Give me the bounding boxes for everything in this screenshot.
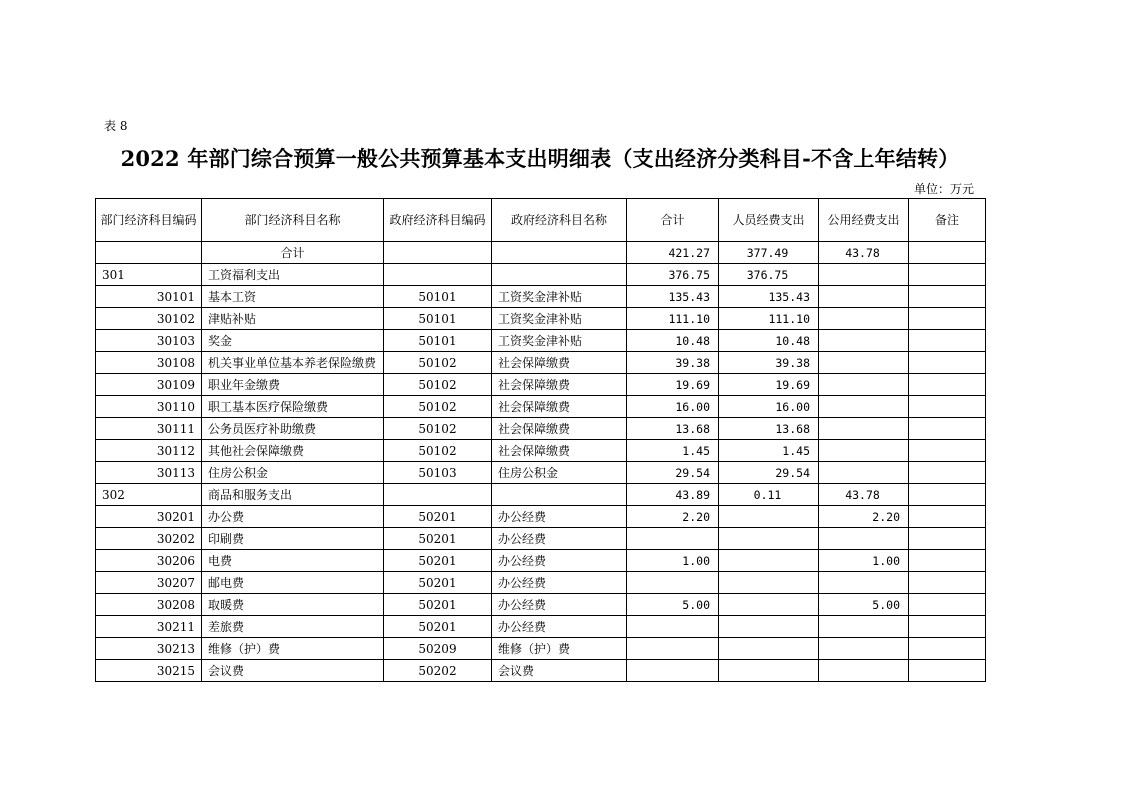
gov-name-cell: 办公经费 — [492, 550, 627, 572]
public-cell — [819, 440, 909, 462]
dept-code-cell: 301 — [96, 264, 202, 286]
unit-label: 单位：万元 — [914, 182, 975, 196]
header-gov-name: 政府经济科目名称 — [492, 199, 627, 242]
dept-code-cell: 30201 — [96, 506, 202, 528]
total-cell: 19.69 — [627, 374, 719, 396]
personnel-cell: 39.38 — [719, 352, 819, 374]
personnel-cell — [719, 550, 819, 572]
public-cell: 43.78 — [819, 484, 909, 506]
gov-code-cell: 50102 — [384, 396, 492, 418]
personnel-cell: 16.00 — [719, 396, 819, 418]
gov-name-cell: 办公经费 — [492, 528, 627, 550]
public-cell — [819, 528, 909, 550]
gov-code-cell: 50101 — [384, 286, 492, 308]
dept-code-cell: 30102 — [96, 308, 202, 330]
personnel-cell: 135.43 — [719, 286, 819, 308]
dept-code-cell: 30207 — [96, 572, 202, 594]
remark-cell — [909, 308, 986, 330]
dept-name-cell: 公务员医疗补助缴费 — [202, 418, 384, 440]
remark-cell — [909, 352, 986, 374]
total-row-personnel: 377.49 — [719, 242, 819, 264]
personnel-cell: 10.48 — [719, 330, 819, 352]
header-dept-code: 部门经济科目编码 — [96, 199, 202, 242]
gov-code-cell: 50201 — [384, 550, 492, 572]
gov-code-cell: 50201 — [384, 528, 492, 550]
remark-cell — [909, 462, 986, 484]
total-cell: 43.89 — [627, 484, 719, 506]
table-row — [96, 660, 986, 682]
personnel-cell — [719, 528, 819, 550]
gov-name-cell: 社会保障缴费 — [492, 352, 627, 374]
gov-name-cell — [492, 484, 627, 506]
total-cell — [627, 660, 719, 682]
table-number-label: 表 8 — [104, 119, 128, 133]
remark-cell — [909, 660, 986, 682]
public-cell — [819, 638, 909, 660]
table-row — [96, 616, 986, 638]
gov-code-cell: 50101 — [384, 308, 492, 330]
total-cell: 376.75 — [627, 264, 719, 286]
table-row — [96, 308, 986, 330]
total-cell: 111.10 — [627, 308, 719, 330]
table-row — [96, 440, 986, 462]
table-group-row — [96, 484, 986, 506]
total-cell — [627, 528, 719, 550]
remark-cell — [909, 638, 986, 660]
dept-name-cell: 商品和服务支出 — [202, 484, 384, 506]
total-cell: 2.20 — [627, 506, 719, 528]
dept-code-cell: 30202 — [96, 528, 202, 550]
total-row-public: 43.78 — [819, 242, 909, 264]
public-cell: 2.20 — [819, 506, 909, 528]
personnel-cell — [719, 572, 819, 594]
total-row-label: 合计 — [202, 242, 384, 264]
personnel-cell: 376.75 — [719, 264, 819, 286]
remark-cell — [909, 572, 986, 594]
table-row — [96, 352, 986, 374]
dept-code-cell: 30108 — [96, 352, 202, 374]
total-cell: 1.45 — [627, 440, 719, 462]
total-cell — [627, 572, 719, 594]
public-cell: 1.00 — [819, 550, 909, 572]
table-row — [96, 572, 986, 594]
gov-code-cell: 50209 — [384, 638, 492, 660]
remark-cell — [909, 528, 986, 550]
personnel-cell: 29.54 — [719, 462, 819, 484]
dept-code-cell: 30113 — [96, 462, 202, 484]
table-row — [96, 638, 986, 660]
gov-name-cell: 工资奖金津补贴 — [492, 330, 627, 352]
total-row-code — [96, 242, 202, 264]
remark-cell — [909, 418, 986, 440]
dept-name-cell: 职工基本医疗保险缴费 — [202, 396, 384, 418]
table-row — [96, 374, 986, 396]
table-row — [96, 418, 986, 440]
table-header-row — [96, 199, 986, 242]
gov-code-cell: 50201 — [384, 594, 492, 616]
dept-code-cell: 302 — [96, 484, 202, 506]
remark-cell — [909, 506, 986, 528]
dept-name-cell: 维修（护）费 — [202, 638, 384, 660]
table-row — [96, 330, 986, 352]
public-cell — [819, 308, 909, 330]
dept-name-cell: 办公费 — [202, 506, 384, 528]
table-row — [96, 396, 986, 418]
header-total: 合计 — [627, 199, 719, 242]
remark-cell — [909, 374, 986, 396]
dept-code-cell: 30211 — [96, 616, 202, 638]
gov-code-cell: 50202 — [384, 660, 492, 682]
document-title: 2022 年部门综合预算一般公共预算基本支出明细表（支出经济分类科目-不含上年结转） — [120, 146, 960, 171]
gov-code-cell — [384, 264, 492, 286]
public-cell — [819, 374, 909, 396]
personnel-cell: 1.45 — [719, 440, 819, 462]
public-cell — [819, 286, 909, 308]
dept-name-cell: 工资福利支出 — [202, 264, 384, 286]
total-row-remark — [909, 242, 986, 264]
gov-code-cell — [384, 484, 492, 506]
gov-name-cell: 社会保障缴费 — [492, 440, 627, 462]
total-cell: 16.00 — [627, 396, 719, 418]
total-row-total: 421.27 — [627, 242, 719, 264]
dept-code-cell: 30111 — [96, 418, 202, 440]
gov-name-cell: 工资奖金津补贴 — [492, 308, 627, 330]
public-cell: 5.00 — [819, 594, 909, 616]
gov-code-cell: 50201 — [384, 616, 492, 638]
gov-name-cell: 办公经费 — [492, 616, 627, 638]
gov-name-cell: 办公经费 — [492, 572, 627, 594]
public-cell — [819, 418, 909, 440]
remark-cell — [909, 264, 986, 286]
gov-name-cell: 维修（护）费 — [492, 638, 627, 660]
dept-name-cell: 津贴补贴 — [202, 308, 384, 330]
dept-code-cell: 30213 — [96, 638, 202, 660]
total-cell: 1.00 — [627, 550, 719, 572]
public-cell — [819, 616, 909, 638]
public-cell — [819, 264, 909, 286]
personnel-cell — [719, 638, 819, 660]
personnel-cell: 13.68 — [719, 418, 819, 440]
total-row-gov-name — [492, 242, 627, 264]
table-row — [96, 594, 986, 616]
gov-name-cell: 会议费 — [492, 660, 627, 682]
table-row — [96, 286, 986, 308]
gov-code-cell: 50201 — [384, 572, 492, 594]
dept-code-cell: 30109 — [96, 374, 202, 396]
public-cell — [819, 330, 909, 352]
public-cell — [819, 352, 909, 374]
gov-name-cell: 办公经费 — [492, 506, 627, 528]
total-cell: 13.68 — [627, 418, 719, 440]
dept-code-cell: 30215 — [96, 660, 202, 682]
dept-code-cell: 30101 — [96, 286, 202, 308]
budget-detail-table — [95, 198, 986, 682]
gov-name-cell — [492, 264, 627, 286]
total-cell: 39.38 — [627, 352, 719, 374]
public-cell — [819, 572, 909, 594]
dept-name-cell: 取暖费 — [202, 594, 384, 616]
header-public: 公用经费支出 — [819, 199, 909, 242]
dept-name-cell: 机关事业单位基本养老保险缴费 — [202, 352, 384, 374]
dept-name-cell: 住房公积金 — [202, 462, 384, 484]
public-cell — [819, 660, 909, 682]
dept-name-cell: 职业年金缴费 — [202, 374, 384, 396]
gov-name-cell: 社会保障缴费 — [492, 374, 627, 396]
dept-name-cell: 差旅费 — [202, 616, 384, 638]
gov-name-cell: 工资奖金津补贴 — [492, 286, 627, 308]
gov-code-cell: 50201 — [384, 506, 492, 528]
dept-name-cell: 基本工资 — [202, 286, 384, 308]
personnel-cell: 111.10 — [719, 308, 819, 330]
total-cell: 135.43 — [627, 286, 719, 308]
gov-code-cell: 50102 — [384, 440, 492, 462]
dept-code-cell: 30208 — [96, 594, 202, 616]
remark-cell — [909, 594, 986, 616]
dept-code-cell: 30110 — [96, 396, 202, 418]
personnel-cell — [719, 506, 819, 528]
total-cell: 10.48 — [627, 330, 719, 352]
gov-code-cell: 50102 — [384, 352, 492, 374]
header-dept-name: 部门经济科目名称 — [202, 199, 384, 242]
total-row-gov-code — [384, 242, 492, 264]
total-row — [96, 242, 986, 264]
personnel-cell — [719, 616, 819, 638]
total-cell — [627, 638, 719, 660]
remark-cell — [909, 286, 986, 308]
public-cell — [819, 396, 909, 418]
remark-cell — [909, 550, 986, 572]
header-remark: 备注 — [909, 199, 986, 242]
table-row — [96, 528, 986, 550]
public-cell — [819, 462, 909, 484]
personnel-cell — [719, 660, 819, 682]
remark-cell — [909, 396, 986, 418]
dept-name-cell: 其他社会保障缴费 — [202, 440, 384, 462]
gov-code-cell: 50102 — [384, 418, 492, 440]
dept-name-cell: 奖金 — [202, 330, 384, 352]
gov-code-cell: 50103 — [384, 462, 492, 484]
total-cell — [627, 616, 719, 638]
dept-code-cell: 30206 — [96, 550, 202, 572]
dept-name-cell: 电费 — [202, 550, 384, 572]
gov-code-cell: 50101 — [384, 330, 492, 352]
dept-code-cell: 30103 — [96, 330, 202, 352]
personnel-cell: 0.11 — [719, 484, 819, 506]
dept-name-cell: 邮电费 — [202, 572, 384, 594]
header-gov-code: 政府经济科目编码 — [384, 199, 492, 242]
dept-name-cell: 印刷费 — [202, 528, 384, 550]
dept-name-cell: 会议费 — [202, 660, 384, 682]
gov-name-cell: 办公经费 — [492, 594, 627, 616]
table-group-row — [96, 264, 986, 286]
personnel-cell — [719, 594, 819, 616]
header-personnel: 人员经费支出 — [719, 199, 819, 242]
remark-cell — [909, 330, 986, 352]
table-row — [96, 550, 986, 572]
gov-name-cell: 社会保障缴费 — [492, 396, 627, 418]
remark-cell — [909, 440, 986, 462]
remark-cell — [909, 616, 986, 638]
table-row — [96, 462, 986, 484]
dept-code-cell: 30112 — [96, 440, 202, 462]
gov-name-cell: 住房公积金 — [492, 462, 627, 484]
personnel-cell: 19.69 — [719, 374, 819, 396]
gov-name-cell: 社会保障缴费 — [492, 418, 627, 440]
remark-cell — [909, 484, 986, 506]
table-row — [96, 506, 986, 528]
total-cell: 5.00 — [627, 594, 719, 616]
total-cell: 29.54 — [627, 462, 719, 484]
gov-code-cell: 50102 — [384, 374, 492, 396]
